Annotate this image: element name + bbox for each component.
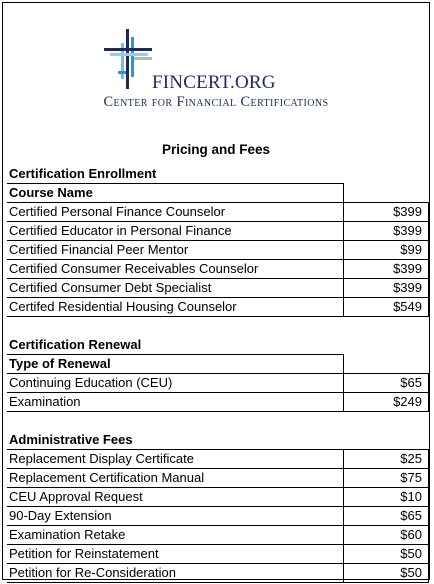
fee-name: Replacement Display Certificate xyxy=(7,450,344,469)
table-row xyxy=(7,279,429,298)
column-header: Course Name xyxy=(7,184,344,203)
fee-name: Certified Personal Finance Counselor xyxy=(7,203,344,222)
brand-name: FINCERT.ORG xyxy=(152,72,276,93)
fee-price: $25 xyxy=(344,450,429,469)
fee-name: Petition for Re-Consideration xyxy=(7,564,344,583)
logo-header xyxy=(3,3,429,133)
fincert-logo-icon xyxy=(104,29,154,89)
fee-price: $399 xyxy=(344,203,429,222)
fee-name: Certified Consumer Receivables Counselor xyxy=(7,260,344,279)
brand-tagline: Center for Financial Certifications xyxy=(103,94,329,110)
column-header-row xyxy=(7,184,429,203)
spacer-row xyxy=(7,412,429,432)
page-title: Pricing and Fees xyxy=(161,142,271,157)
fees-table xyxy=(7,165,429,583)
section-heading: Certification Enrollment xyxy=(9,166,157,181)
fee-price: $10 xyxy=(344,488,429,507)
table-row xyxy=(7,564,429,583)
column-header-row xyxy=(7,355,429,374)
section-heading: Administrative Fees xyxy=(9,432,133,447)
fee-price: $50 xyxy=(344,564,429,583)
spacer-row xyxy=(7,317,429,337)
fee-name: Certified Educator in Personal Finance xyxy=(7,222,344,241)
table-row xyxy=(7,298,429,317)
table-row xyxy=(7,203,429,222)
fee-price: $65 xyxy=(344,507,429,526)
table-row xyxy=(7,241,429,260)
section-heading-enrollment xyxy=(7,165,429,184)
fee-name: 90-Day Extension xyxy=(7,507,344,526)
fee-price: $99 xyxy=(344,241,429,260)
table-row xyxy=(7,545,429,564)
fee-name: Examination xyxy=(7,393,344,412)
table-row xyxy=(7,374,429,393)
fee-name: Certified Financial Peer Mentor xyxy=(7,241,344,260)
fee-price: $249 xyxy=(344,393,429,412)
fee-name: CEU Approval Request xyxy=(7,488,344,507)
table-row xyxy=(7,507,429,526)
fee-price: $399 xyxy=(344,222,429,241)
fee-name: Certified Consumer Debt Specialist xyxy=(7,279,344,298)
fee-price: $75 xyxy=(344,469,429,488)
fee-document xyxy=(2,2,430,580)
fee-name: Replacement Certification Manual xyxy=(7,469,344,488)
table-row xyxy=(7,488,429,507)
fee-price: $50 xyxy=(344,545,429,564)
fee-name: Petition for Reinstatement xyxy=(7,545,344,564)
table-row xyxy=(7,526,429,545)
table-row xyxy=(7,469,429,488)
table-row xyxy=(7,450,429,469)
fee-name: Certifed Residential Housing Counselor xyxy=(7,298,344,317)
section-heading-admin xyxy=(7,431,429,450)
fee-price: $549 xyxy=(344,298,429,317)
section-heading: Certification Renewal xyxy=(9,337,142,352)
fee-name: Examination Retake xyxy=(7,526,344,545)
fee-price: $60 xyxy=(344,526,429,545)
table-row xyxy=(7,222,429,241)
fee-price: $65 xyxy=(344,374,429,393)
fee-price: $399 xyxy=(344,260,429,279)
table-row xyxy=(7,393,429,412)
fee-name: Continuing Education (CEU) xyxy=(7,374,344,393)
column-header: Type of Renewal xyxy=(7,355,344,374)
fee-price: $399 xyxy=(344,279,429,298)
section-heading-renewal xyxy=(7,336,429,355)
table-row xyxy=(7,260,429,279)
